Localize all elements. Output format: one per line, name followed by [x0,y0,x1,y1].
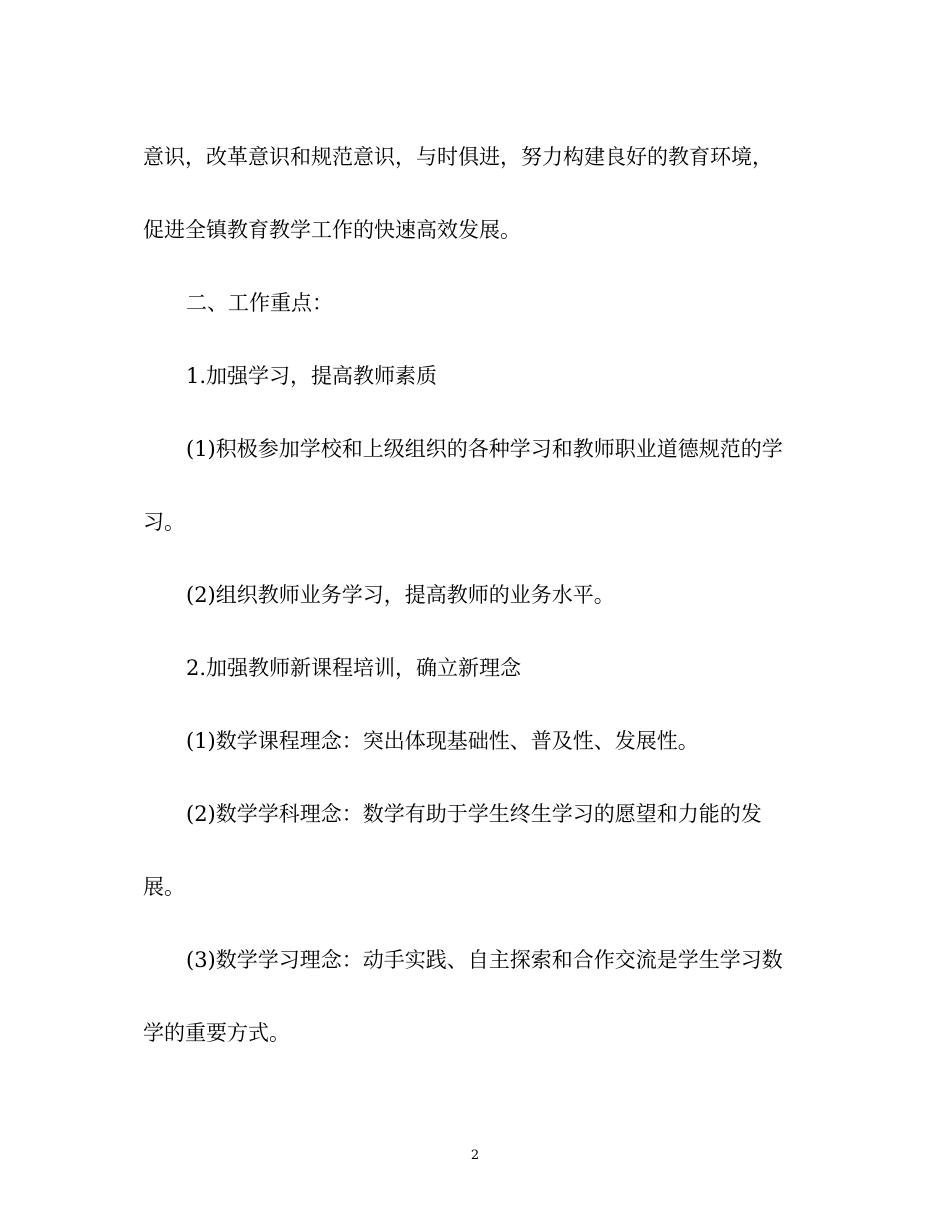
text-line: 习。 [143,510,185,534]
section-heading: 二、工作重点： [186,291,333,315]
text-line: (1)数学课程理念：突出体现基础性、普及性、发展性。 [186,729,699,753]
text-line: 促进全镇教育教学工作的快速高效发展。 [143,218,521,242]
subsection-heading: 1.加强学习，提高教师素质 [186,364,438,388]
text-line: (2)组织教师业务学习，提高教师的业务水平。 [186,583,615,607]
text-line: 意识，改革意识和规范意识，与时俱进，努力构建良好的教育环境， [143,145,773,169]
text-line: (3)数学学习理念：动手实践、自主探索和合作交流是学生学习数 [186,948,783,972]
page-number: 2 [470,1148,480,1163]
text-line: (1)积极参加学校和上级组织的各种学习和教师职业道德规范的学 [186,437,783,461]
text-line: (2)数学学科理念：数学有助于学生终生学习的愿望和力能的发 [186,802,762,826]
subsection-heading: 2.加强教师新课程培训，确立新理念 [186,656,522,680]
text-line: 展。 [143,875,185,899]
text-line: 学的重要方式。 [143,1021,290,1045]
